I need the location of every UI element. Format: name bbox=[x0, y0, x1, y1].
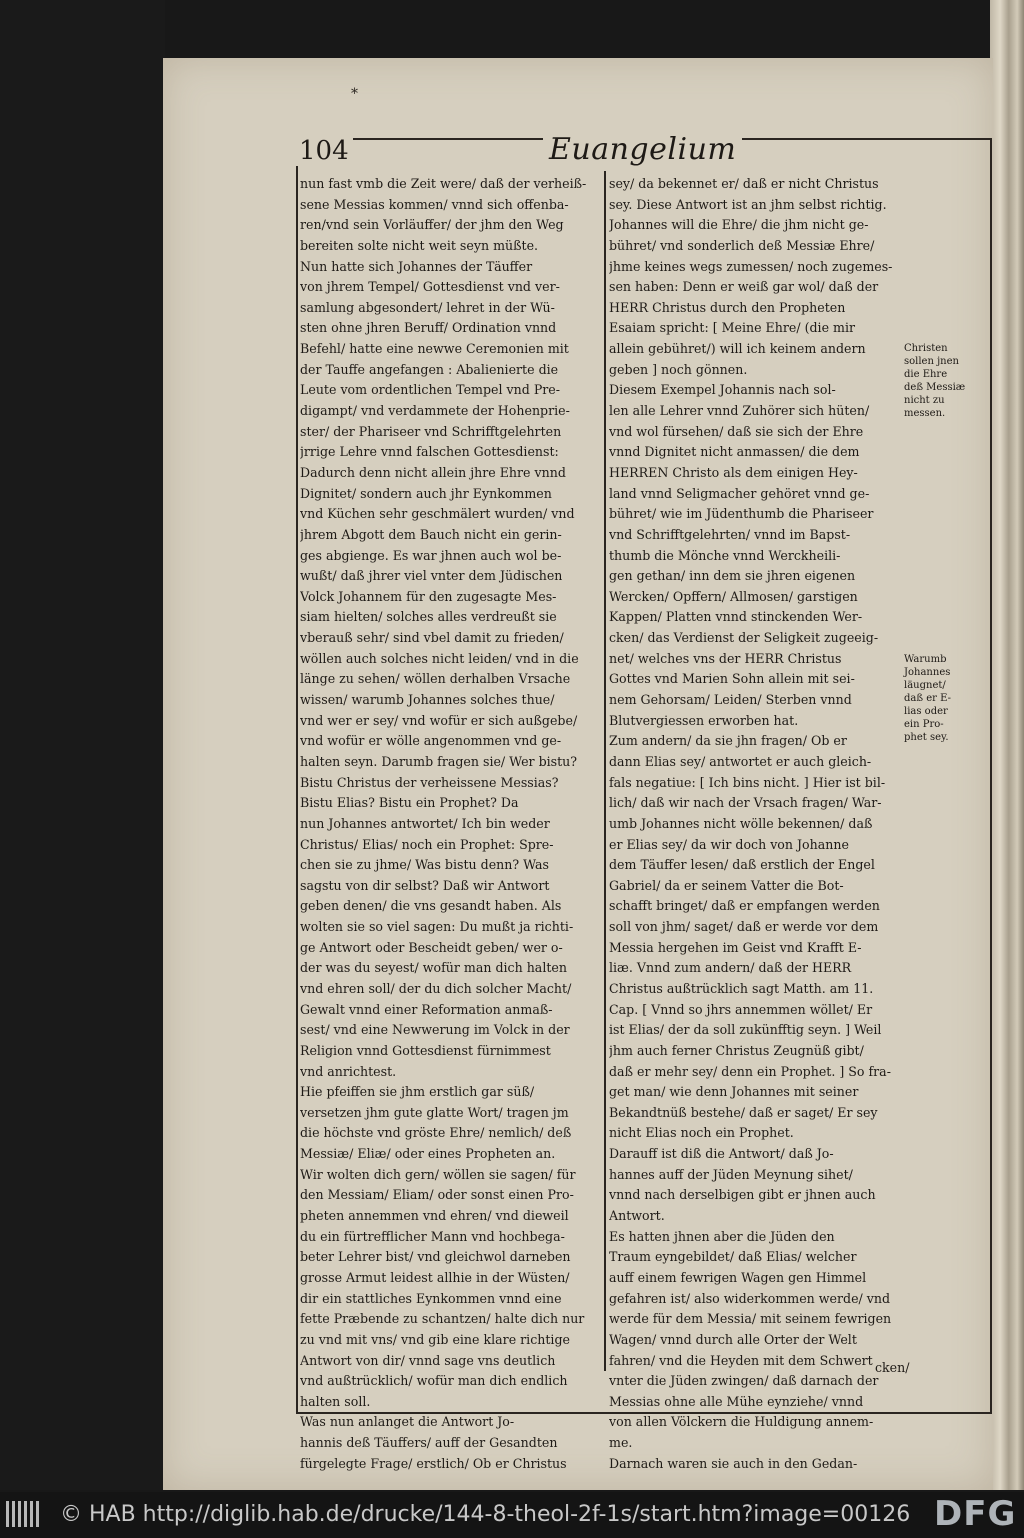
text-line: nicht Elias noch ein Prophet. bbox=[609, 1125, 794, 1141]
text-line: Zum andern/ da sie jhn fragen/ Ob er bbox=[609, 733, 847, 749]
text-line: get man/ wie denn Johannes mit seiner bbox=[609, 1084, 859, 1100]
text-line: ges abgienge. Es war jhnen auch wol be- bbox=[300, 547, 562, 563]
text-line: werde für dem Messia/ mit seinem fewrigen bbox=[609, 1311, 892, 1327]
text-line: wolten sie so viel sagen: Du mußt ja richti- bbox=[300, 919, 574, 935]
text-line: allein gebühret/) will ich keinem andern bbox=[609, 341, 866, 357]
text-line: Nun hatte sich Johannes der Täuffer bbox=[300, 258, 533, 274]
text-line: cken/ das Verdienst der Seligkeit zugeeig- bbox=[609, 630, 879, 646]
text-line: Messiæ/ Eliæ/ oder eines Propheten an. bbox=[300, 1146, 556, 1162]
text-line: HERR Christus durch den Propheten bbox=[609, 299, 846, 315]
text-line: soll von jhm/ saget/ daß er werde vor dem bbox=[609, 919, 879, 935]
text-line: halten soll. bbox=[300, 1393, 371, 1409]
margin-note-line: Warumb bbox=[904, 654, 947, 665]
running-head: Euangelium bbox=[543, 132, 742, 167]
margin-note-christen bbox=[904, 342, 974, 420]
text-line: gen gethan/ inn dem sie jhren eigenen bbox=[609, 568, 856, 584]
margin-note-warumb bbox=[904, 653, 974, 744]
text-line: Messia hergehen im Geist vnd Krafft E- bbox=[609, 939, 862, 955]
text-line: auff einem fewrigen Wagen gen Himmel bbox=[609, 1269, 867, 1285]
text-line: versetzen jhm gute glatte Wort/ tragen jm bbox=[300, 1104, 569, 1120]
text-line: den Messiam/ Eliam/ oder sonst einen Pro- bbox=[300, 1187, 574, 1203]
text-line: Befehl/ hatte eine newwe Ceremonien mit bbox=[300, 341, 569, 357]
text-line: der Tauffe angefangen : Abalienierte die bbox=[300, 361, 559, 377]
text-line: vnd ehren soll/ der du dich solcher Macht/ bbox=[300, 980, 572, 996]
text-line: sey. Diese Antwort ist an jhm selbst richtig. bbox=[609, 196, 887, 212]
text-line: vnd wol fürsehen/ daß sie sich der Ehre bbox=[609, 423, 864, 439]
margin-note-line: Christen bbox=[904, 343, 948, 354]
margin-note-line: die Ehre bbox=[904, 369, 948, 380]
text-line: geben ] noch gönnen. bbox=[609, 361, 748, 377]
text-line: länge zu sehen/ wöllen derhalben Vrsache bbox=[300, 671, 571, 687]
text-line: Christus/ Elias/ noch ein Prophet: Spre- bbox=[300, 836, 554, 852]
text-line: dir ein stattliches Eynkommen vnnd eine bbox=[300, 1290, 562, 1306]
text-line: liæ. Vnnd zum andern/ daß der HERR bbox=[609, 960, 852, 976]
text-line: wissen/ warumb Johannes solches thue/ bbox=[300, 692, 555, 708]
text-line: ster/ der Phariseer vnd Schrifftgelehrten bbox=[300, 423, 562, 439]
text-line: Wagen/ vnnd durch alle Orter der Welt bbox=[609, 1331, 857, 1347]
text-line: siam hielten/ solches alles verdreußt sie bbox=[300, 609, 557, 625]
text-line: Bistu Christus der verheissene Messias? bbox=[300, 774, 559, 790]
text-line: dem Täuffer lesen/ daß erstlich der Engel bbox=[609, 857, 875, 873]
text-line: Dignitet/ sondern auch jhr Eynkommen bbox=[300, 485, 552, 501]
text-line: lich/ daß wir nach der Vrsach fragen/ War- bbox=[609, 795, 882, 811]
text-line: der was du seyest/ wofür man dich halten bbox=[300, 960, 567, 976]
text-line: sest/ vnd eine Newwerung im Volck in der bbox=[300, 1022, 570, 1038]
text-line: fals negatiue: [ Ich bins nicht. ] Hier ist bil- bbox=[609, 774, 886, 790]
text-line: hannis deß Täuffers/ auff der Gesandten bbox=[300, 1435, 558, 1451]
text-line: Gabriel/ da er seinem Vatter die Bot- bbox=[609, 877, 844, 893]
text-line: umb Johannes nicht wölle bekennen/ daß bbox=[609, 815, 873, 831]
text-line: fahren/ vnd die Heyden mit dem Schwert bbox=[609, 1352, 873, 1368]
text-line: Blutvergiessen erworben hat. bbox=[609, 712, 799, 728]
text-line: grosse Armut leidest allhie in der Wüsten/ bbox=[300, 1269, 570, 1285]
catchword: cken/ bbox=[875, 1360, 910, 1375]
text-line: sen haben: Denn er weiß gar wol/ daß der bbox=[609, 279, 879, 295]
text-line: Bekandtnüß bestehe/ daß er saget/ Er sey bbox=[609, 1104, 878, 1120]
margin-note-line: phet sey. bbox=[904, 732, 949, 743]
text-line: wöllen auch solches nicht leiden/ vnd in die bbox=[300, 650, 579, 666]
text-line: Bistu Elias? Bistu ein Prophet? Da bbox=[300, 795, 519, 811]
text-line: Antwort von dir/ vnnd sage vns deutlich bbox=[300, 1352, 556, 1368]
text-line: Messias ohne alle Mühe eynziehe/ vnnd bbox=[609, 1393, 864, 1409]
text-line: pheten annemmen vnd ehren/ vnd dieweil bbox=[300, 1208, 569, 1224]
book-edge bbox=[990, 0, 1024, 1490]
margin-note-line: sollen jnen bbox=[904, 356, 959, 367]
text-line: Johannes will die Ehre/ die jhm nicht ge- bbox=[609, 217, 869, 233]
margin-note-line: nicht zu bbox=[904, 395, 945, 406]
text-line: Esaiam spricht: [ Meine Ehre/ (die mir bbox=[609, 320, 856, 336]
text-line: du ein fürtrefflicher Mann vnd hochbega- bbox=[300, 1228, 565, 1244]
page-number: 104 bbox=[295, 136, 353, 166]
text-line: von jhrem Tempel/ Gottesdienst vnd ver- bbox=[300, 279, 560, 295]
text-line: nem Gehorsam/ Leiden/ Sterben vnnd bbox=[609, 692, 852, 708]
text-line: vnd außtrücklich/ wofür man dich endlich bbox=[300, 1373, 568, 1389]
text-line: Cap. [ Vnnd so jhrs annemmen wöllet/ Er bbox=[609, 1001, 873, 1017]
text-line: daß er mehr sey/ denn ein Prophet. ] So fra- bbox=[609, 1063, 891, 1079]
text-line: Darauff ist diß die Antwort/ daß Jo- bbox=[609, 1146, 834, 1162]
text-line: len alle Lehrer vnnd Zuhörer sich hüten/ bbox=[609, 403, 870, 419]
text-line: Wercken/ Opffern/ Allmosen/ garstigen bbox=[609, 588, 858, 604]
right-text-column bbox=[609, 174, 911, 1474]
text-line: beter Lehrer bist/ vnd gleichwol darneben bbox=[300, 1249, 571, 1265]
book-page bbox=[163, 58, 993, 1490]
text-line: gefahren ist/ also widerkommen werde/ vnd bbox=[609, 1290, 891, 1306]
text-line: bühret/ vnd sonderlich deß Messiæ Ehre/ bbox=[609, 237, 875, 253]
barcode-icon bbox=[6, 1501, 44, 1527]
text-line: vnd Küchen sehr geschmälert wurden/ vnd bbox=[300, 506, 575, 522]
margin-note-line: läugnet/ bbox=[904, 680, 946, 691]
left-text-column bbox=[300, 174, 602, 1474]
text-line: nun fast vmb die Zeit were/ daß der verheiß- bbox=[300, 176, 587, 191]
viewer-footer bbox=[0, 1492, 1024, 1538]
margin-note-line: daß er E- bbox=[904, 693, 951, 704]
text-line: Gewalt vnnd einer Reformation anmaß- bbox=[300, 1001, 553, 1017]
text-line: sey/ da bekennet er/ daß er nicht Christus bbox=[609, 176, 879, 191]
text-line: fette Præbende zu schantzen/ halte dich nur bbox=[300, 1311, 585, 1327]
text-line: die höchste vnd gröste Ehre/ nemlich/ deß bbox=[300, 1125, 572, 1141]
margin-note-line: deß Messiæ bbox=[904, 382, 966, 393]
text-line: von allen Völckern die Huldigung annem- bbox=[609, 1414, 874, 1430]
text-line: vnnd nach derselbigen gibt er jhnen auch bbox=[609, 1187, 876, 1203]
text-line: dann Elias sey/ antwortet er auch gleich- bbox=[609, 753, 872, 769]
text-line: thumb die Mönche vnnd Werckheili- bbox=[609, 547, 841, 563]
text-line: samlung abgesondert/ lehret in der Wü- bbox=[300, 299, 555, 315]
text-line: er Elias sey/ da wir doch von Johanne bbox=[609, 836, 849, 852]
text-line: jrrige Lehre vnnd falschen Gottesdienst: bbox=[300, 444, 559, 460]
text-line: vnd wer er sey/ vnd wofür er sich außgebe/ bbox=[300, 712, 578, 728]
margin-note-line: messen. bbox=[904, 408, 946, 419]
text-line: Leute vom ordentlichen Tempel vnd Pre- bbox=[300, 382, 561, 398]
text-line: HERREN Christo als dem einigen Hey- bbox=[609, 464, 858, 480]
text-line: geben denen/ die vns gesandt haben. Als bbox=[300, 898, 562, 914]
text-line: sene Messias kommen/ vnnd sich offenba- bbox=[300, 196, 569, 212]
text-line: chen sie zu jhme/ Was bistu denn? Was bbox=[300, 857, 549, 873]
margin-note-line: ein Pro- bbox=[904, 719, 944, 730]
text-line: vnd anrichtest. bbox=[300, 1063, 397, 1079]
text-line: land vnnd Seligmacher gehöret vnnd ge- bbox=[609, 485, 870, 501]
margin-note-line: lias oder bbox=[904, 706, 948, 717]
text-line: Volck Johannem für den zugesagte Mes- bbox=[300, 588, 557, 604]
text-line: sten ohne jhren Beruff/ Ordination vnnd bbox=[300, 320, 557, 336]
text-line: Kappen/ Platten vnnd stinckenden Wer- bbox=[609, 609, 863, 625]
text-line: Diesem Exempel Johannis nach sol- bbox=[609, 382, 836, 398]
text-line: vnnd Dignitet nicht anmassen/ die dem bbox=[609, 444, 860, 460]
margin-note-line: Johannes bbox=[904, 667, 951, 678]
text-line: me. bbox=[609, 1435, 633, 1451]
text-line: jhme keines wegs zumessen/ noch zugemes- bbox=[609, 258, 893, 274]
text-line: ge Antwort oder Bescheidt geben/ wer o- bbox=[300, 939, 563, 955]
text-line: Antwort. bbox=[609, 1208, 665, 1224]
page-mark: * bbox=[351, 86, 358, 102]
text-line: vnd wofür er wölle angenommen vnd ge- bbox=[300, 733, 562, 749]
text-line: schafft bringet/ daß er empfangen werden bbox=[609, 898, 880, 914]
text-line: net/ welches vns der HERR Christus bbox=[609, 650, 842, 666]
dfg-logo: DFG bbox=[934, 1494, 1017, 1534]
text-line: jhm auch ferner Christus Zeugnüß gibt/ bbox=[609, 1042, 864, 1058]
text-line: Christus außtrücklich sagt Matth. am 11. bbox=[609, 980, 874, 996]
text-line: ist Elias/ der da soll zukünfftig seyn. ] Weil bbox=[609, 1022, 882, 1038]
text-line: Was nun anlanget die Antwort Jo- bbox=[300, 1414, 515, 1430]
text-line: halten seyn. Darumb fragen sie/ Wer bistu? bbox=[300, 753, 578, 769]
text-line: hannes auff der Jüden Meynung sihet/ bbox=[609, 1166, 853, 1182]
text-line: vberauß sehr/ sind vbel damit zu frieden/ bbox=[300, 630, 564, 646]
column-divider bbox=[604, 171, 606, 1371]
copyright-link[interactable]: © HAB http://diglib.hab.de/drucke/144-8-theol-2f-1s/start.htm?image=00126 bbox=[60, 1502, 911, 1527]
scan-background-left bbox=[0, 0, 165, 1490]
text-line: sagstu von dir selbst? Daß wir Antwort bbox=[300, 877, 550, 893]
text-line: Dadurch denn nicht allein jhre Ehre vnnd bbox=[300, 464, 566, 480]
text-line: jhrem Abgott dem Bauch nicht ein gerin- bbox=[300, 526, 562, 542]
text-line: Gottes vnd Marien Sohn allein mit sei- bbox=[609, 671, 855, 687]
text-line: wußt/ daß jhrer viel vnter dem Jüdischen bbox=[300, 568, 563, 584]
text-line: bereiten solte nicht weit seyn müßte. bbox=[300, 237, 539, 253]
text-line: bühret/ wie im Jüdenthumb die Phariseer bbox=[609, 506, 874, 522]
text-line: zu vnd mit vns/ vnd gib eine klare richtige bbox=[300, 1331, 570, 1347]
text-line: Es hatten jhnen aber die Jüden den bbox=[609, 1228, 835, 1244]
text-line: nun Johannes antwortet/ Ich bin weder bbox=[300, 815, 550, 831]
text-line: Hie pfeiffen sie jhm erstlich gar süß/ bbox=[300, 1084, 535, 1100]
text-line: Darnach waren sie auch in den Gedan- bbox=[609, 1455, 858, 1471]
text-line: digampt/ vnd verdammete der Hohenprie- bbox=[300, 403, 570, 419]
text-line: ren/vnd sein Vorläuffer/ der jhm den Weg bbox=[300, 217, 564, 233]
text-line: Wir wolten dich gern/ wöllen sie sagen/ für bbox=[300, 1166, 576, 1182]
text-line: vnd Schrifftgelehrten/ vnnd im Bapst- bbox=[609, 526, 851, 542]
text-line: Traum eyngebildet/ daß Elias/ welcher bbox=[609, 1249, 857, 1265]
text-line: vnter die Jüden zwingen/ daß darnach der bbox=[609, 1373, 879, 1389]
text-line: fürgelegte Frage/ erstlich/ Ob er Christus bbox=[300, 1455, 567, 1471]
text-line: Religion vnnd Gottesdienst fürnimmest bbox=[300, 1042, 551, 1058]
